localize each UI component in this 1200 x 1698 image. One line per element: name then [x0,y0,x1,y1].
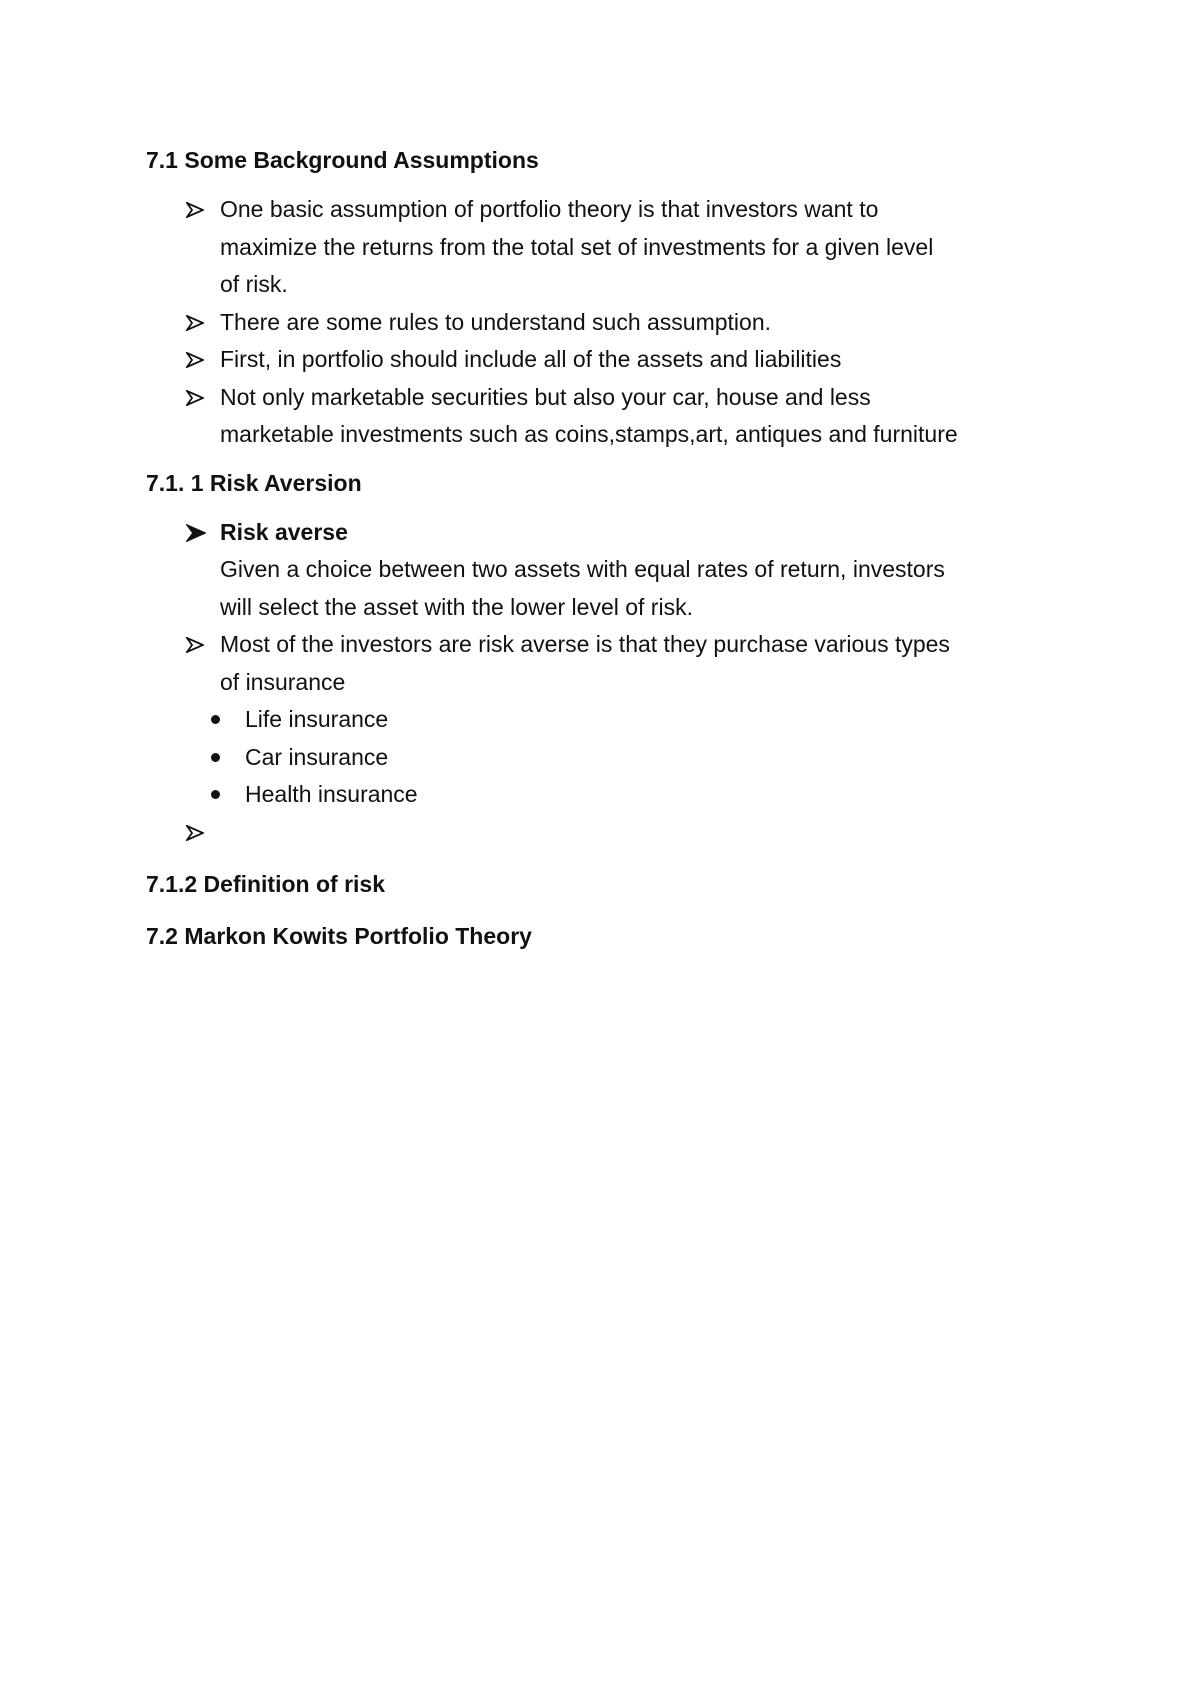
risk-aversion-list [146,514,1076,702]
dot-bullet-icon [211,753,220,762]
section-heading-7-1-2: 7.1.2 Definition of risk [146,871,385,897]
risk-averse-title: Risk averse [220,518,348,545]
insurance-type: Health insurance [245,781,418,807]
arrowhead-bullet-icon [186,825,204,841]
list-item-line: There are some rules to understand such assumption. [220,308,772,335]
list-item [146,379,1076,454]
list-item [146,739,1076,777]
list-item-line: Given a choice between two assets with equal rates of return, investors [220,556,945,582]
list-item [146,701,1076,739]
list-item [146,304,1076,342]
dot-bullet-icon [211,790,220,799]
list-item [146,191,1076,304]
arrowhead-bullet-icon [186,315,204,331]
arrowhead-bullet-icon [186,352,204,368]
list-item-line: maximize the returns from the total set of investments for a given level [220,233,934,260]
arrowhead-bullet-icon [186,390,204,406]
list-item-line: One basic assumption of portfolio theory is that investors want to [220,196,879,222]
document-content [146,145,1076,951]
list-item [146,341,1076,379]
list-item-line: will select the asset with the lower level of risk. [220,593,693,620]
list-item-line: Not only marketable securities but also your car, house and less [220,383,871,410]
list-item [146,514,1076,627]
arrowhead-bullet-icon [186,524,206,542]
arrowhead-bullet-icon [186,637,204,653]
arrowhead-bullet-icon [186,202,204,218]
insurance-types-list [146,701,1076,814]
list-item [146,626,1076,701]
list-item [146,776,1076,814]
list-item-line: marketable investments such as coins,stamps,art, antiques and furniture [220,421,958,447]
assumptions-list [146,191,1076,454]
list-item-line: of risk. [220,271,288,297]
section-heading-7-1-1: 7.1. 1 Risk Aversion [146,469,362,496]
dot-bullet-icon [211,715,220,724]
section-heading-7-1: 7.1 Some Background Assumptions [146,147,539,173]
empty-list [146,814,1076,852]
list-item-line: First, in portfolio should include all of the assets and liabilities [220,346,842,372]
insurance-type: Car insurance [245,743,389,770]
list-item-line: of insurance [220,668,346,695]
list-item-line: Most of the investors are risk averse is that they purchase various types [220,631,950,657]
insurance-type: Life insurance [245,706,389,732]
section-heading-7-2: 7.2 Markon Kowits Portfolio Theory [146,923,532,949]
list-item [146,814,1076,852]
